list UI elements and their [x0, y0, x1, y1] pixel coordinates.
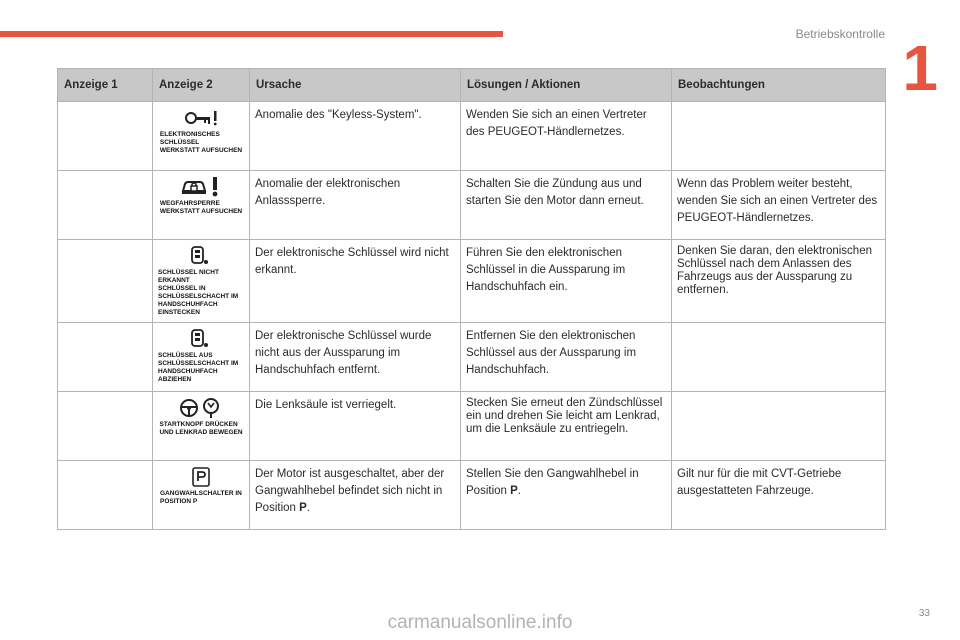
column-header: Anzeige 2 — [153, 69, 250, 102]
header-accent-bar — [0, 31, 503, 37]
indicator-label: SCHLÜSSEL AUS SCHLÜSSELSCHACHT IM HANDSCHUHFACH ABZIEHEN — [158, 352, 239, 383]
column-header: Lösungen / Aktionen — [461, 69, 672, 102]
solution-text-end: . — [517, 485, 521, 497]
warning-table — [57, 68, 886, 530]
cause-cell: Der elektronische Schlüssel wird nicht erkannt. — [250, 240, 461, 323]
indicator-1-cell — [58, 392, 153, 461]
indicator-label: STARTKNOPF DRÜCKEN UND LENKRAD BEWEGEN — [159, 421, 243, 436]
chapter-number: 1 — [902, 32, 938, 104]
table-row — [58, 461, 886, 530]
table-row — [58, 392, 886, 461]
indicator-2-cell — [153, 171, 250, 240]
page-number: 33 — [918, 608, 930, 619]
observation-cell: Denken Sie daran, den elektronischen Schlüssel nach dem Anlassen des Fahrzeugs aus der Aussparung zu entfernen. — [672, 240, 886, 323]
column-header: Ursache — [250, 69, 461, 102]
table-row — [58, 102, 886, 171]
key-warning-icon — [181, 108, 221, 128]
key-fob-icon — [187, 245, 211, 267]
observation-cell: Wenn das Problem weiter besteht, wenden Sie sich an einen Vertreter des PEUGEOT-Händlernetzes. — [672, 171, 886, 240]
indicator-label: ELEKTRONISCHES SCHLÜSSEL WERKSTATT AUFSUCHEN — [159, 131, 243, 154]
indicator-label: GANGWAHLSCHALTER IN POSITION P — [160, 490, 242, 505]
indicator-2-cell — [153, 323, 250, 392]
cause-text: Der Motor ist ausgeschaltet, aber der Gangwahlhebel befindet sich nicht in Position — [255, 468, 445, 514]
ignition-button-icon — [200, 397, 222, 419]
key-fob-icon — [187, 328, 211, 350]
shift-p-icon — [191, 466, 211, 488]
cause-cell: Anomalie des "Keyless-System". — [250, 102, 461, 171]
indicator-1-cell — [58, 461, 153, 530]
observation-cell — [672, 102, 886, 171]
solution-cell — [461, 461, 672, 530]
observation-cell — [672, 392, 886, 461]
indicator-1-cell — [58, 102, 153, 171]
column-header: Anzeige 1 — [58, 69, 153, 102]
table-row — [58, 323, 886, 392]
cause-cell: Anomalie der elektronischen Anlasssperre. — [250, 171, 461, 240]
solution-cell: Führen Sie den elektronischen Schlüssel in die Aussparung im Handschuhfach ein. — [461, 240, 672, 323]
column-header: Beobachtungen — [672, 69, 886, 102]
position-p-bold: P — [510, 485, 518, 497]
indicator-2-cell — [153, 461, 250, 530]
indicator-1-cell — [58, 171, 153, 240]
cause-text-end: . — [306, 502, 310, 514]
table-row — [58, 171, 886, 240]
warning-exclamation-icon — [208, 176, 222, 198]
indicator-2-cell — [153, 392, 250, 461]
observation-cell: Gilt nur für die mit CVT-Getriebe ausgestatteten Fahrzeuge. — [672, 461, 886, 530]
indicator-label: SCHLÜSSEL NICHT ERKANNT SCHLÜSSEL IN SCHLÜSSELSCHACHT IM HANDSCHUHFACH EINSTECKEN — [158, 269, 239, 316]
cause-cell: Der elektronische Schlüssel wurde nicht aus der Aussparung im Handschuhfach entfernt. — [250, 323, 461, 392]
solution-text: Stellen Sie den Gangwahlhebel in Position — [466, 468, 639, 497]
cause-cell: Die Lenksäule ist verriegelt. — [250, 392, 461, 461]
indicator-2-cell — [153, 240, 250, 323]
watermark: carmanualsonline.info — [387, 612, 573, 633]
observation-cell — [672, 323, 886, 392]
indicator-1-cell — [58, 240, 153, 323]
solution-cell: Schalten Sie die Zündung aus und starten Sie den Motor dann erneut. — [461, 171, 672, 240]
solution-cell: Wenden Sie sich an einen Vertreter des PEUGEOT-Händlernetzes. — [461, 102, 672, 171]
indicator-1-cell — [58, 323, 153, 392]
section-title: Betriebskontrolle — [795, 27, 885, 41]
indicator-label: WEGFAHRSPERRE WERKSTATT AUFSUCHEN — [159, 200, 243, 215]
cause-cell — [250, 461, 461, 530]
solution-cell: Stecken Sie erneut den Zündschlüssel ein und drehen Sie leicht am Lenkrad, um die Lenksäule zu entriegeln. — [461, 392, 672, 461]
solution-cell: Entfernen Sie den elektronischen Schlüssel aus der Aussparung im Handschuhfach. — [461, 323, 672, 392]
indicator-2-cell — [153, 102, 250, 171]
steering-wheel-icon — [178, 397, 200, 419]
table-header-row — [58, 69, 886, 102]
car-lock-icon — [180, 176, 208, 198]
position-p-bold: P — [299, 502, 307, 514]
table-row — [58, 240, 886, 323]
